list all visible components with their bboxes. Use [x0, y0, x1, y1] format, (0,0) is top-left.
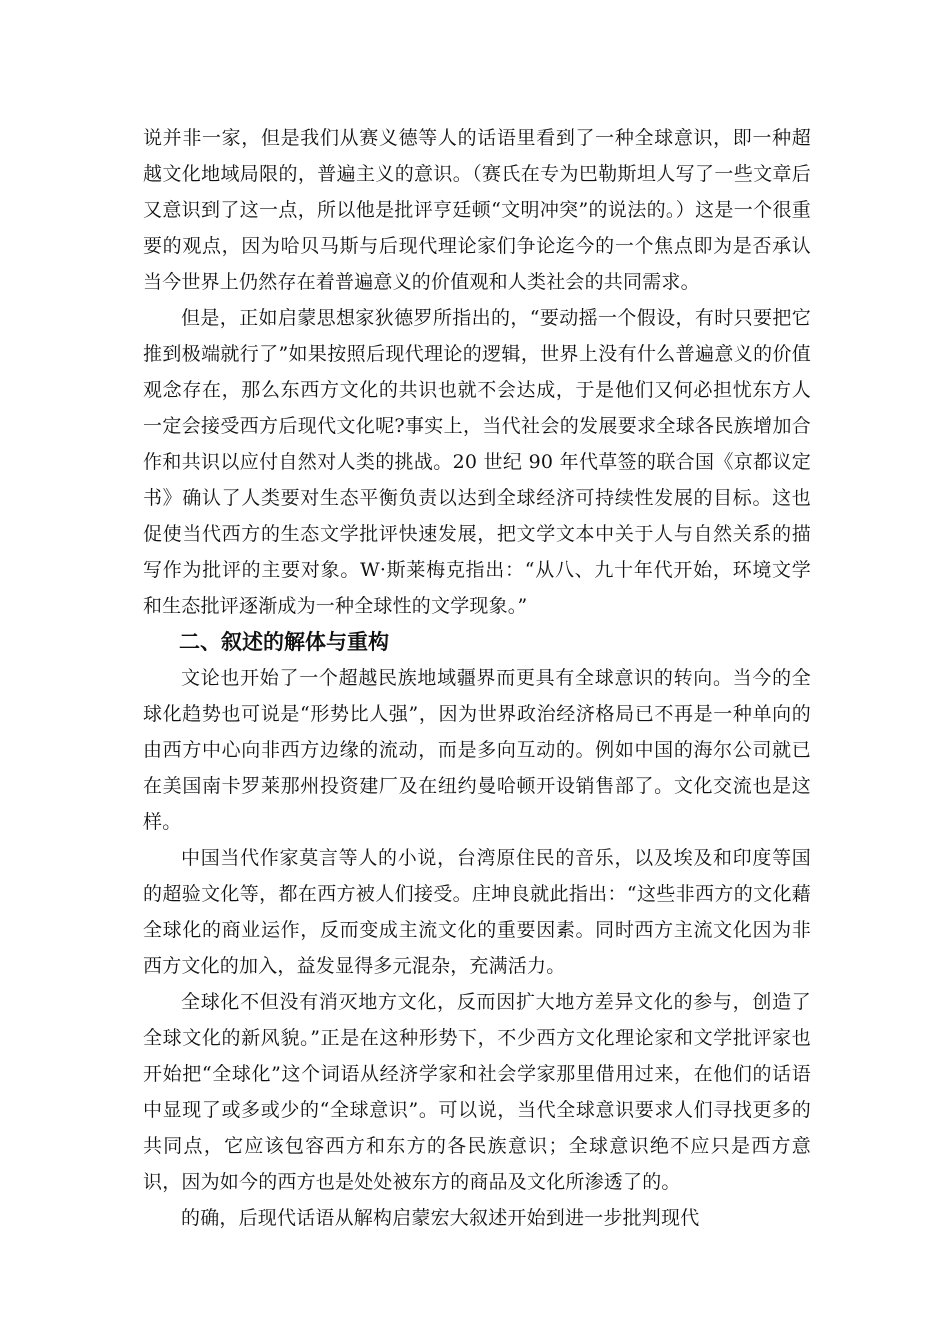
section-heading: 二、叙述的解体与重构: [179, 630, 389, 654]
paragraph: 中国当代作家莫言等人的小说，台湾原住民的音乐，以及埃及和印度等国的超验文化等，都在西方被人们接受。庄坤良就此指出：“这些非西方的文化藉全球化的商业运作，反而变成主流文化的重要因素。同时西方主流文化因为非西方文化的加入，益发显得多元混杂，充满活力。: [143, 847, 811, 977]
paragraph: 的确，后现代话语从解构启蒙宏大叙述开始到进一步批判现代: [181, 1207, 700, 1229]
paragraph: 说并非一家，但是我们从赛义德等人的话语里看到了一种全球意识，即一种超越文化地域局限的，普遍主义的意识。（赛氏在专为巴勒斯坦人写了一些文章后又意识到了这一点，所以他是批评亨廷顿“文明冲突”的说法的。）这是一个很重要的观点，因为哈贝马斯与后现代理论家们争论迄今的一个焦点即为是否承认当今世界上仍然存在着普遍意义的价值观和人类社会的共同需求。: [143, 127, 811, 293]
paragraph: 文论也开始了一个超越民族地域疆界而更具有全球意识的转向。当今的全球化趋势也可说是“形势比人强”，因为世界政治经济格局已不再是一种单向的由西方中心向非西方边缘的流动，而是多向互动的。例如中国的海尔公司就已在美国南卡罗莱那州投资建厂及在纽约曼哈顿开设销售部了。文化交流也是这样。: [143, 667, 811, 833]
paragraph: 但是，正如启蒙思想家狄德罗所指出的，“要动摇一个假设，有时只要把它推到极端就行了”如果按照后现代理论的逻辑，世界上没有什么普遍意义的价值观念存在，那么东西方文化的共识也就不会达成，于是他们又何必担忧东方人一定会接受西方后现代文化呢?事实上，当代社会的发展要求全球各民族增加合作和共识以应付自然对人类的挑战。20 世纪 90 年代草签的联合国《京都议定书》确认了人类要对生态平衡负责以达到全球经济可持续性发展的目标。这也促使当代西方的生态文学批评快速发展，把文学文本中关于人与自然关系的描写作为批评的主要对象。W·斯莱梅克指出：“从八、九十年代开始，环境文学和生态批评逐渐成为一种全球性的文学现象。”: [143, 307, 811, 617]
paragraph: 全球化不但没有消灭地方文化，反而因扩大地方差异文化的参与，创造了全球文化的新风貌。”正是在这种形势下，不少西方文化理论家和文学批评家也开始把“全球化”这个词语从经济学家和社会学家那里借用过来，在他们的话语中显现了或多或少的“全球意识”。可以说，当代全球意识要求人们寻找更多的共同点，它应该包容西方和东方的各民族意识；全球意识绝不应只是西方意识，因为如今的西方也是处处被东方的商品及文化所渗透了的。: [143, 991, 811, 1193]
document-page: [143, 120, 811, 1236]
